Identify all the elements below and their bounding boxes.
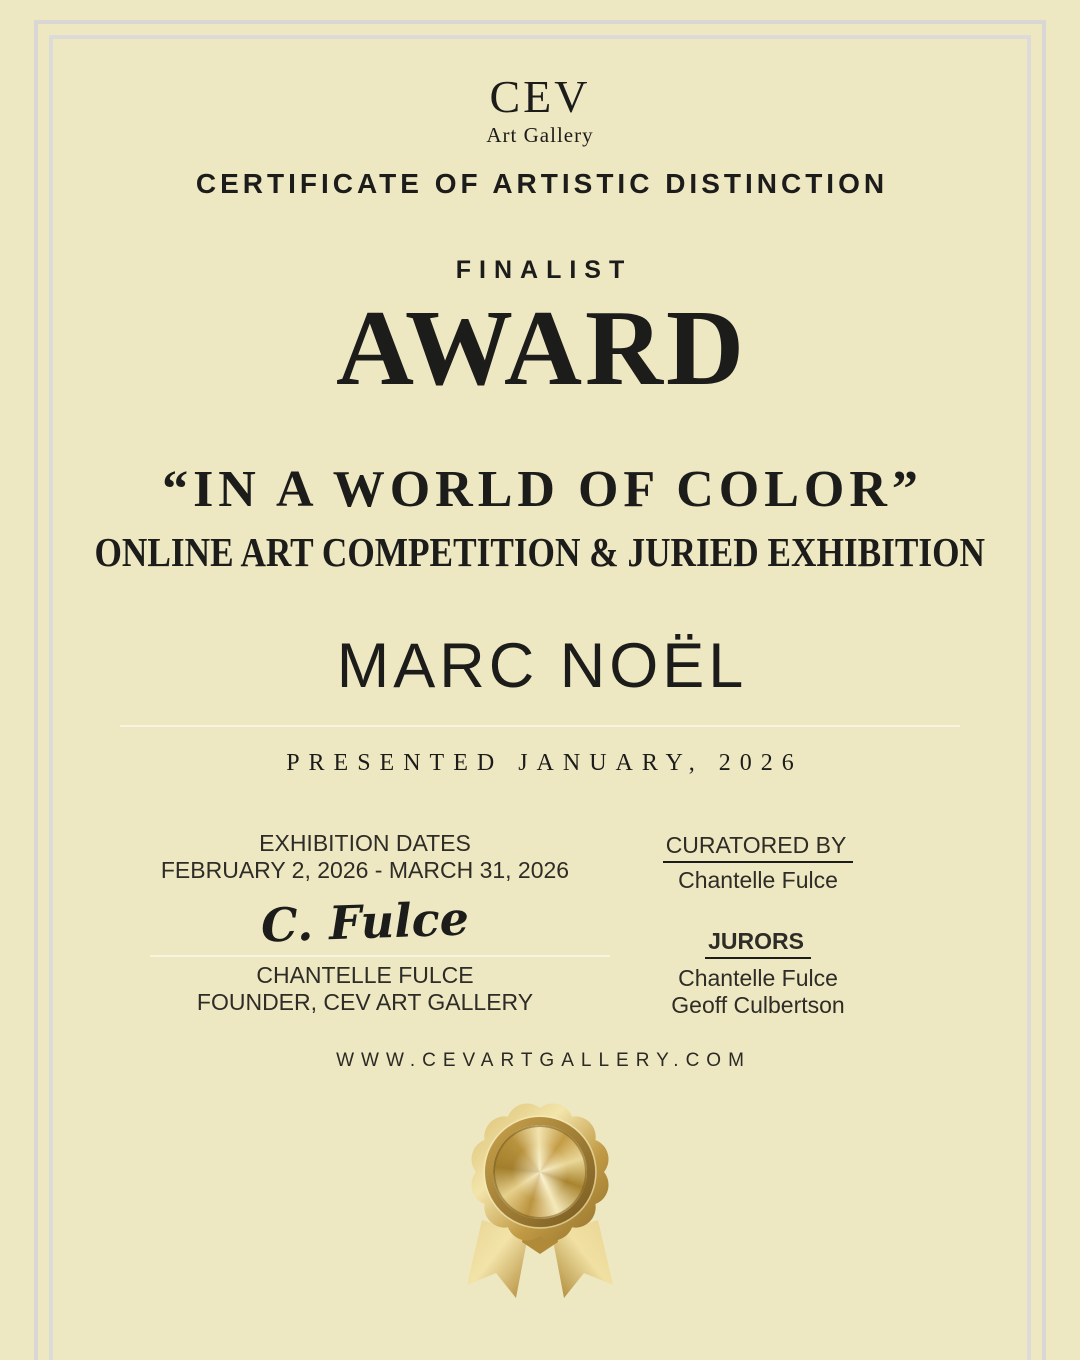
- signature-block: [115, 891, 615, 953]
- logo-subtitle: Art Gallery: [486, 123, 594, 147]
- juror-name: Geoff Culbertson: [671, 992, 845, 1018]
- competition-name: “IN A WORLD OF COLOR”: [162, 461, 923, 518]
- gold-medal-badge: [420, 1080, 660, 1330]
- presentation-date: PRESENTED JANUARY, 2026: [286, 750, 803, 776]
- signature-script: C. Fulce: [260, 891, 470, 953]
- competition-subtitle: ONLINE ART COMPETITION & JURIED EXHIBITION: [94, 529, 986, 575]
- jurors-heading: JURORS: [705, 928, 811, 959]
- award-heading: AWARD: [335, 289, 748, 408]
- exhibition-dates-heading: EXHIBITION DATES: [259, 830, 471, 856]
- signer-title: FOUNDER, CEV ART GALLERY: [196, 989, 534, 1015]
- curator-heading: CURATORED BY: [663, 832, 854, 863]
- recipient-name: MARC NOËL: [336, 631, 748, 701]
- exhibition-dates-block: [115, 830, 615, 884]
- exhibition-dates-value: FEBRUARY 2, 2026 - MARCH 31, 2026: [160, 857, 570, 883]
- gallery-logo: [0, 70, 1080, 148]
- juror-name: Chantelle Fulce: [678, 965, 838, 991]
- curator-block: [608, 832, 908, 894]
- signer-identity: [115, 962, 615, 1016]
- signature-line: [150, 955, 610, 957]
- signer-name: CHANTELLE FULCE: [256, 962, 474, 988]
- certificate-title: CERTIFICATE OF ARTISTIC DISTINCTION: [195, 168, 889, 199]
- medal-center-disc: [493, 1125, 587, 1219]
- divider-line: [120, 725, 960, 727]
- website-url: WWW.CEVARTGALLERY.COM: [336, 1050, 751, 1071]
- jurors-block: [608, 928, 908, 1019]
- logo-wordmark: CEV: [489, 71, 591, 122]
- curator-name: Chantelle Fulce: [678, 867, 838, 893]
- award-level: FINALIST: [455, 256, 633, 284]
